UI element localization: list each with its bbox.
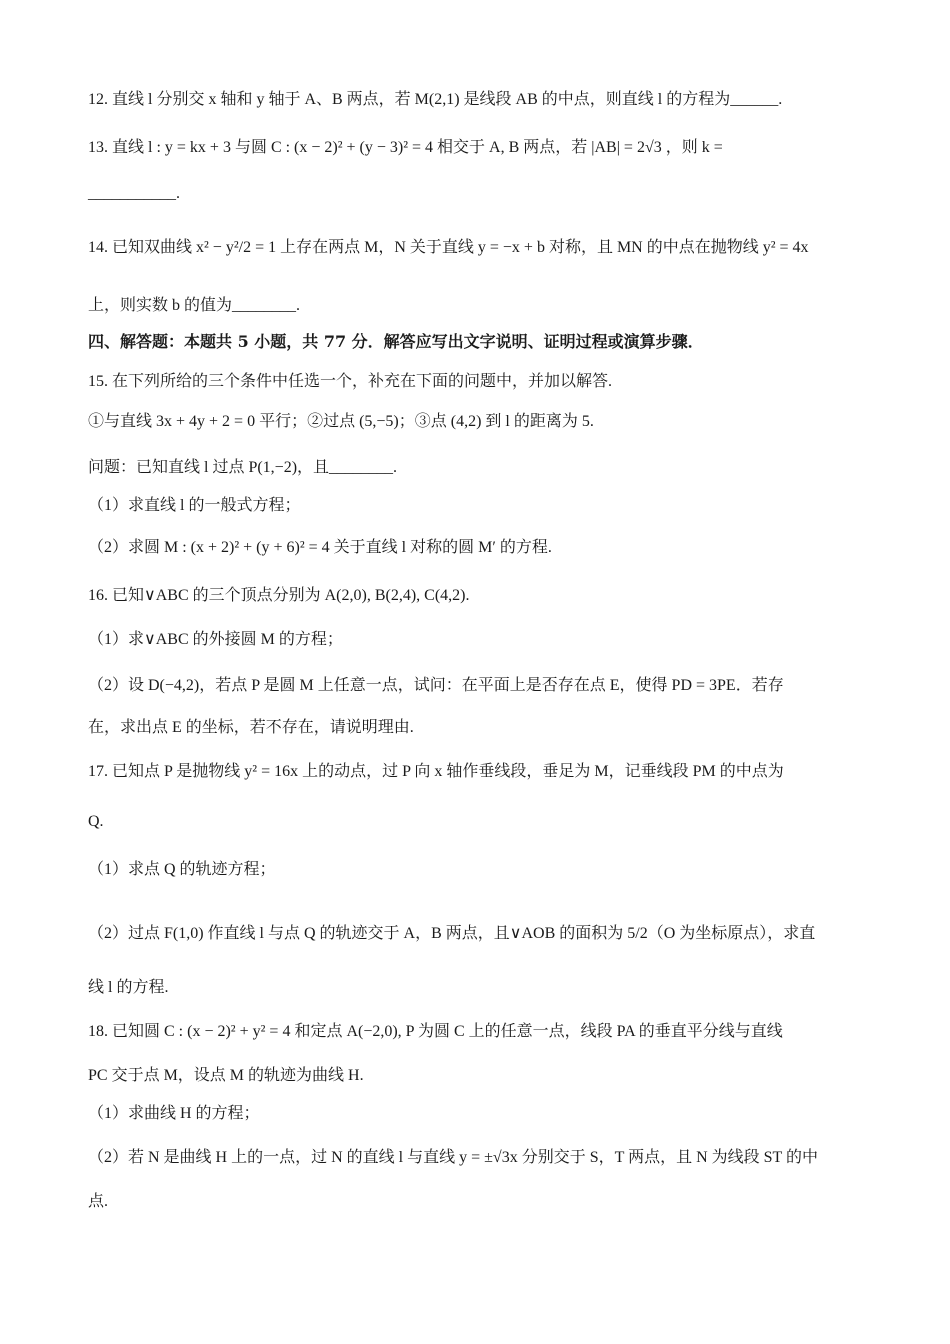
question-12: 12. 直线 l 分别交 x 轴和 y 轴于 A、B 两点，若 M(2,1) 是线段 AB 的中点，则直线 l 的方程为______. xyxy=(88,91,783,108)
question-15-problem: 问题：已知直线 l 过点 P(1,−2)，且________. xyxy=(88,459,398,476)
question-15: 15. 在下列所给的三个条件中任选一个，补充在下面的问题中，并加以解答. xyxy=(88,373,613,390)
question-13-line2: ___________. xyxy=(88,185,180,202)
question-17-line1: 17. 已知点 P 是抛物线 y² = 16x 上的动点，过 P 向 x 轴作垂线段，垂足为 M，记垂线段 PM 的中点为 xyxy=(88,763,784,780)
question-18-line2: PC 交于点 M，设点 M 的轨迹为曲线 H. xyxy=(88,1067,364,1084)
question-17-part1: （1）求点 Q 的轨迹方程； xyxy=(88,861,276,878)
question-14-line2: 上，则实数 b 的值为________. xyxy=(88,297,301,314)
question-16-part2-line2: 在，求出点 E 的坐标，若不存在，请说明理由. xyxy=(88,719,414,736)
question-17-line2: Q. xyxy=(88,813,104,830)
question-16-part2-line1: （2）设 D(−4,2)，若点 P 是圆 M 上任意一点，试问：在平面上是否存在点 E，使得 PD = 3PE．若存 xyxy=(88,677,784,694)
question-18-line1: 18. 已知圆 C : (x − 2)² + y² = 4 和定点 A(−2,0), P 为圆 C 上的任意一点，线段 PA 的垂直平分线与直线 xyxy=(88,1023,783,1040)
question-13-line1: 13. 直线 l : y = kx + 3 与圆 C : (x − 2)² + (y − 3)² = 4 相交于 A, B 两点，若 |AB| = 2√3 ，则 k = xyxy=(88,139,723,156)
question-16: 16. 已知∨ABC 的三个顶点分别为 A(2,0), B(2,4), C(4,2). xyxy=(88,587,470,604)
question-18-part2-line1: （2）若 N 是曲线 H 上的一点，过 N 的直线 l 与直线 y = ±√3x 分别交于 S，T 两点，且 N 为线段 ST 的中 xyxy=(88,1149,819,1166)
question-16-part1: （1）求∨ABC 的外接圆 M 的方程； xyxy=(88,631,343,648)
question-15-conditions: ①与直线 3x + 4y + 2 = 0 平行；②过点 (5,−5)；③点 (4,2) 到 l 的距离为 5. xyxy=(88,413,594,430)
question-17-part2-line1: （2）过点 F(1,0) 作直线 l 与点 Q 的轨迹交于 A，B 两点，且∨AOB 的面积为 5/2（O 为坐标原点），求直 xyxy=(88,925,816,942)
question-18-part2-line2: 点. xyxy=(88,1193,109,1210)
section-title: 四、解答题：本题共 5 小题，共 77 分．解答应写出文字说明、证明过程或演算步骤． xyxy=(88,332,704,351)
question-18-part1: （1）求曲线 H 的方程； xyxy=(88,1105,260,1122)
question-15-part1: （1）求直线 l 的一般式方程； xyxy=(88,497,301,514)
question-14-line1: 14. 已知双曲线 x² − y²/2 = 1 上存在两点 M，N 关于直线 y = −x + b 对称，且 MN 的中点在抛物线 y² = 4x xyxy=(88,239,809,256)
question-17-part2-line2: 线 l 的方程. xyxy=(88,979,169,996)
question-15-part2: （2）求圆 M : (x + 2)² + (y + 6)² = 4 关于直线 l 对称的圆 M′ 的方程. xyxy=(88,539,552,556)
